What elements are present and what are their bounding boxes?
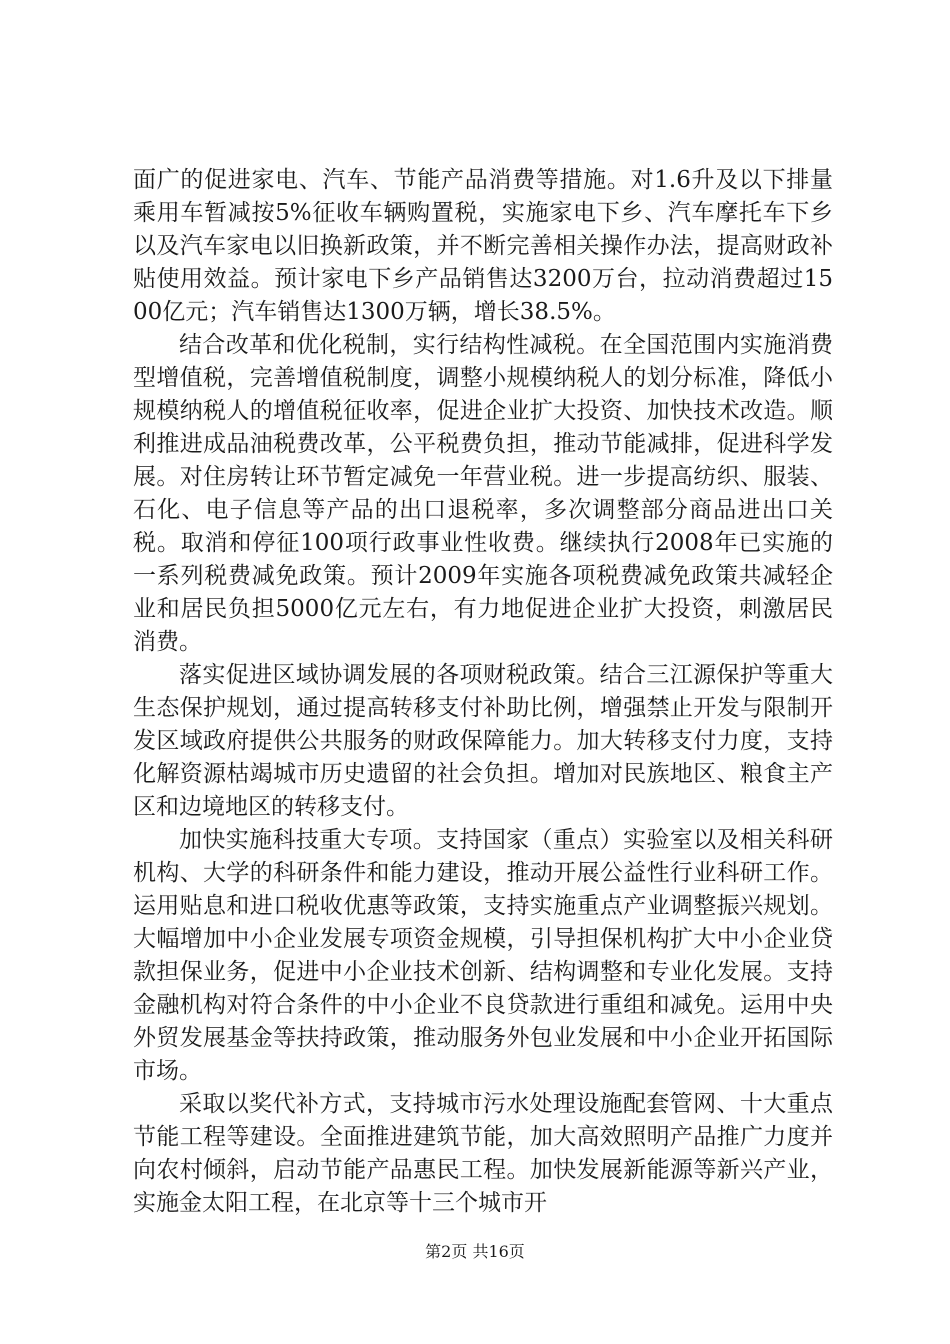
document-body xyxy=(133,164,833,1220)
paragraph-tax-reform: 结合改革和优化税制，实行结构性减税。在全国范围内实施消费型增值税，完善增值税制度，调整小规模纳税人的划分标准，降低小规模纳税人的增值税征收率，促进企业扩大投资、加快技术改造。顺利推进成品油税费改革，公平税费负担，推动节能减排，促进科学发展。对住房转让环节暂定减免一年营业税。进一步提高纺织、服装、石化、电子信息等产品的出口退税率，多次调整部分商品进出口关税。取消和停征100项行政事业性收费。继续执行2008年已实施的一系列税费减免政策。预计2009年实施各项税费减免政策共减轻企业和居民负担5000亿元左右，有力地促进企业扩大投资，刺激居民消费。 xyxy=(133,332,833,655)
paragraph-continued: 面广的促进家电、汽车、节能产品消费等措施。对1.6升及以下排量乘用车暂减按5%征收车辆购置税，实施家电下乡、汽车摩托车下乡以及汽车家电以旧换新政策，并不断完善相关操作办法，提高财政补贴使用效益。预计家电下乡产品销售达3200万台，拉动消费超过1500亿元；汽车销售达1300万辆，增长38.5%。 xyxy=(133,167,833,325)
paragraph-regional-development: 落实促进区域协调发展的各项财税政策。结合三江源保护等重大生态保护规划，通过提高转移支付补助比例，增强禁止开发与限制开发区域政府提供公共服务的财政保障能力。加大转移支付力度，支持化解资源枯竭城市历史遗留的社会负担。增加对民族地区、粮食主产区和边境地区的转移支付。 xyxy=(133,662,833,820)
paragraph-science-technology: 加快实施科技重大专项。支持国家（重点）实验室以及相关科研机构、大学的科研条件和能力建设，推动开展公益性行业科研工作。运用贴息和进口税收优惠等政策，支持实施重点产业调整振兴规划。大幅增加中小企业发展专项资金规模，引导担保机构扩大中小企业贷款担保业务，促进中小企业技术创新、结构调整和专业化发展。支持金融机构对符合条件的中小企业不良贷款进行重组和减免。运用中央外贸发展基金等扶持政策，推动服务外包业发展和中小企业开拓国际市场。 xyxy=(133,827,833,1084)
page-footer: 第2页 共16页 xyxy=(425,1242,525,1261)
paragraph-energy-saving: 采取以奖代补方式，支持城市污水处理设施配套管网、十大重点节能工程等建设。全面推进建筑节能，加大高效照明产品推广力度并向农村倾斜，启动节能产品惠民工程。加快发展新能源等新兴产业，实施金太阳工程，在北京等十三个城市开 xyxy=(133,1091,833,1216)
